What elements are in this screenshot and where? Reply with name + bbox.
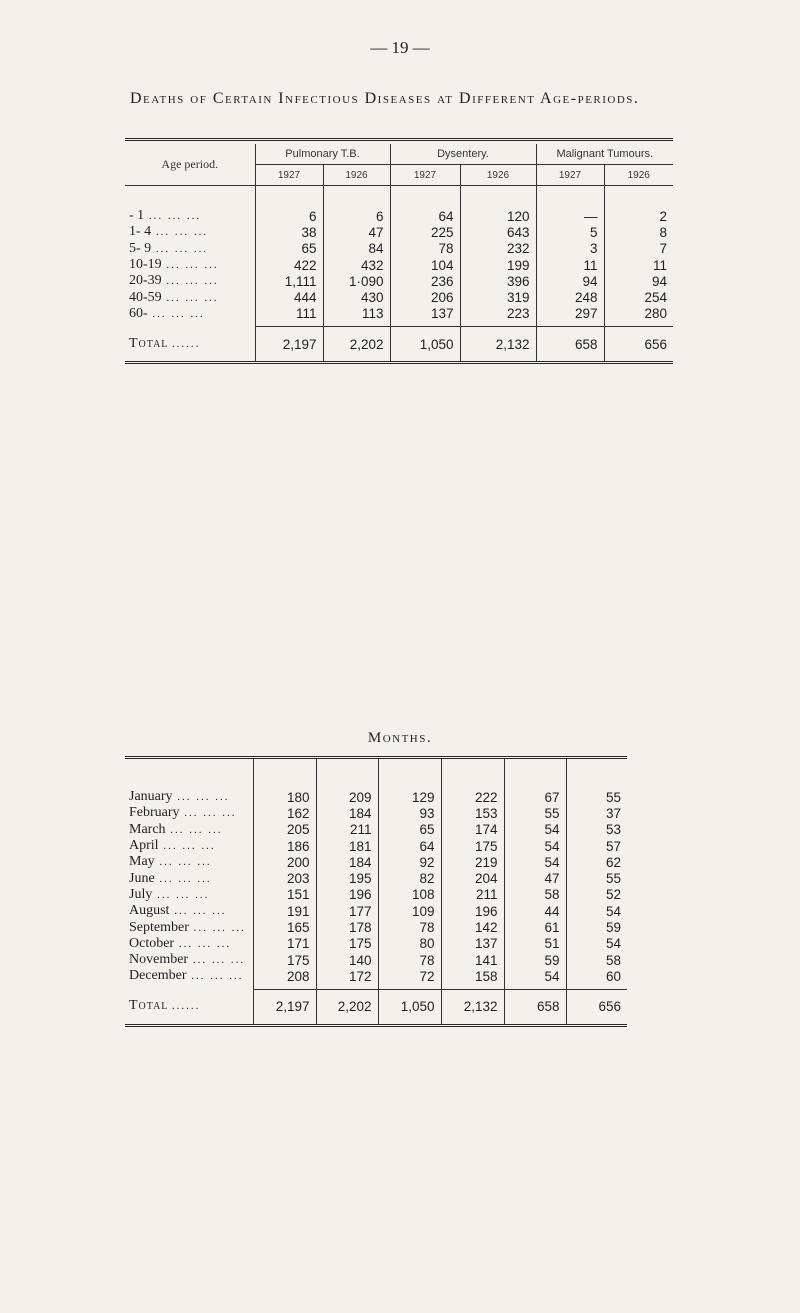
total-cell: 658	[504, 989, 566, 1025]
row-label-cell: July ... ... ...	[129, 886, 210, 902]
table-cell: 181	[316, 838, 378, 854]
table-cell: 200	[253, 854, 316, 870]
table-row	[125, 903, 627, 919]
row-label: July	[129, 886, 153, 902]
table-cell: 203	[253, 870, 316, 886]
table-row	[125, 224, 673, 240]
table-cell: 54	[504, 968, 566, 984]
table-cell: 61	[504, 919, 566, 935]
table-row	[125, 919, 627, 935]
table-row	[125, 854, 627, 870]
table-cell: 54	[566, 903, 627, 919]
table-cell: 47	[504, 870, 566, 886]
row-label: 5- 9	[129, 240, 152, 256]
row-label: August	[129, 903, 170, 919]
age-period-table	[125, 138, 673, 366]
table-cell: 297	[536, 306, 604, 322]
table-cell: 432	[323, 257, 390, 273]
table-cell: 175	[441, 838, 504, 854]
age-period-header: Age period.	[161, 157, 219, 171]
table-cell: 206	[390, 289, 460, 305]
table-cell: 184	[316, 854, 378, 870]
row-label: February	[129, 805, 180, 821]
total-label: Total	[129, 335, 169, 351]
total-cell: 1,050	[378, 989, 441, 1025]
row-label: 20-39	[129, 273, 162, 289]
year-header: 1926	[323, 165, 390, 186]
row-label-cell: October ... ... ...	[129, 935, 232, 951]
table-cell: 47	[323, 224, 390, 240]
total-label: Total	[129, 998, 169, 1014]
table-row	[125, 936, 627, 952]
table-cell: 55	[566, 789, 627, 805]
table-cell: 1,111	[255, 273, 323, 289]
total-cell: 2,132	[460, 327, 536, 363]
row-label-cell: March ... ... ...	[129, 821, 223, 837]
table-cell: 158	[441, 968, 504, 984]
table-cell: 94	[536, 273, 604, 289]
table-cell: 11	[604, 257, 673, 273]
row-label: 60-	[129, 305, 148, 321]
table-cell: 82	[378, 870, 441, 886]
table-cell: 195	[316, 870, 378, 886]
table-cell: 55	[566, 870, 627, 886]
table-row	[125, 952, 627, 968]
year-header: 1927	[255, 165, 323, 186]
row-label-cell: 10-19 ... ... ...	[129, 257, 219, 273]
row-label: October	[129, 935, 175, 951]
table-cell: 177	[316, 903, 378, 919]
table-cell: 55	[504, 805, 566, 821]
table-cell: 104	[390, 257, 460, 273]
year-header: 1927	[536, 165, 604, 186]
table-row	[125, 968, 627, 984]
page-number: — 19 —	[370, 38, 430, 57]
row-label: November	[129, 952, 189, 968]
table-cell: 44	[504, 903, 566, 919]
row-label: - 1	[129, 208, 145, 224]
table-row	[125, 789, 627, 805]
row-label: December	[129, 968, 187, 984]
table-row	[125, 306, 673, 322]
table-cell: 129	[378, 789, 441, 805]
table-cell: 111	[255, 306, 323, 322]
table-cell: 78	[378, 952, 441, 968]
group-header-pulmonary: Pulmonary T.B.	[255, 144, 390, 165]
table-cell: 113	[323, 306, 390, 322]
table-cell: 422	[255, 257, 323, 273]
year-header: 1926	[460, 165, 536, 186]
table-cell: 94	[604, 273, 673, 289]
row-label: 1- 4	[129, 224, 152, 240]
table-cell: 211	[441, 887, 504, 903]
table-cell: 60	[566, 968, 627, 984]
table-cell: 184	[316, 805, 378, 821]
row-label-cell: May ... ... ...	[129, 854, 212, 870]
table-row	[125, 241, 673, 257]
table-row	[125, 273, 673, 289]
table-row	[125, 208, 673, 224]
table-cell: 142	[441, 919, 504, 935]
table-cell: 175	[253, 952, 316, 968]
total-row: Total ...... 2,197 2,202 1,050 2,132 658 656	[125, 327, 673, 363]
table-cell: 211	[316, 822, 378, 838]
table-cell: 171	[253, 936, 316, 952]
table-cell: 11	[536, 257, 604, 273]
row-label: June	[129, 870, 155, 886]
table-cell: 232	[460, 241, 536, 257]
table-cell: 180	[253, 789, 316, 805]
table-cell: 58	[504, 887, 566, 903]
year-header: 1926	[604, 165, 673, 186]
row-label-cell: November ... ... ...	[129, 952, 246, 968]
row-label: 10-19	[129, 257, 162, 273]
table-cell: 108	[378, 887, 441, 903]
total-cell: 658	[536, 327, 604, 363]
table-cell: 3	[536, 241, 604, 257]
table-cell: 223	[460, 306, 536, 322]
table-row	[125, 870, 627, 886]
total-cell: 2,132	[441, 989, 504, 1025]
table-cell: 80	[378, 936, 441, 952]
table-cell: 205	[253, 822, 316, 838]
row-label-cell: June ... ... ...	[129, 870, 212, 886]
table-cell: 137	[441, 936, 504, 952]
table-cell: 120	[460, 208, 536, 224]
table-cell: 62	[566, 854, 627, 870]
table-cell: 64	[378, 838, 441, 854]
table-cell: 643	[460, 224, 536, 240]
table-cell: 6	[255, 208, 323, 224]
table-cell: 93	[378, 805, 441, 821]
table-cell: 54	[566, 936, 627, 952]
table-cell: 5	[536, 224, 604, 240]
table-cell: 52	[566, 887, 627, 903]
total-row: Total ...... 2,197 2,202 1,050 2,132 658 656	[125, 989, 627, 1025]
table-cell: 65	[255, 241, 323, 257]
table-cell: 1·090	[323, 273, 390, 289]
row-label: May	[129, 854, 155, 870]
total-cell: 2,197	[253, 989, 316, 1025]
table-cell: 64	[390, 208, 460, 224]
row-label-cell: 1- 4 ... ... ...	[129, 224, 209, 240]
table-row	[125, 822, 627, 838]
row-label-cell: September ... ... ...	[129, 919, 246, 935]
table-cell: 38	[255, 224, 323, 240]
row-label: 40-59	[129, 289, 162, 305]
table-cell: 137	[390, 306, 460, 322]
table-cell: 67	[504, 789, 566, 805]
group-header-dysentery: Dysentery.	[390, 144, 536, 165]
table-cell: 78	[378, 919, 441, 935]
table-cell: 8	[604, 224, 673, 240]
row-label: September	[129, 919, 189, 935]
row-label: March	[129, 821, 166, 837]
row-label: January	[129, 789, 173, 805]
table-cell: 196	[316, 887, 378, 903]
total-cell: 2,202	[316, 989, 378, 1025]
row-label: April	[129, 838, 159, 854]
total-cell: 656	[566, 989, 627, 1025]
row-label-cell: 60- ... ... ...	[129, 305, 205, 321]
table-cell: 209	[316, 789, 378, 805]
table-cell: 319	[460, 289, 536, 305]
table-cell: 208	[253, 968, 316, 984]
table-row	[125, 289, 673, 305]
table-cell: 186	[253, 838, 316, 854]
table-cell: 54	[504, 838, 566, 854]
table-cell: 199	[460, 257, 536, 273]
row-label-cell: January ... ... ...	[129, 789, 230, 805]
table-cell: 84	[323, 241, 390, 257]
table-cell: 6	[323, 208, 390, 224]
table-row	[125, 805, 627, 821]
group-header-malignant: Malignant Tumours.	[536, 144, 673, 165]
table-cell: 51	[504, 936, 566, 952]
months-title: Months.	[367, 730, 433, 746]
table-cell: 444	[255, 289, 323, 305]
table-cell: 178	[316, 919, 378, 935]
table-cell: 53	[566, 822, 627, 838]
total-cell: 2,202	[323, 327, 390, 363]
row-label-cell: - 1 ... ... ...	[129, 208, 202, 224]
row-label-cell: 20-39 ... ... ...	[129, 273, 219, 289]
table-cell: 222	[441, 789, 504, 805]
total-cell: 2,197	[255, 327, 323, 363]
table-cell: 196	[441, 903, 504, 919]
row-label-cell: August ... ... ...	[129, 903, 227, 919]
table-cell: 72	[378, 968, 441, 984]
table-cell: 153	[441, 805, 504, 821]
table-cell: 58	[566, 952, 627, 968]
row-label-cell: 5- 9 ... ... ...	[129, 240, 209, 256]
table-cell: 162	[253, 805, 316, 821]
table-cell: 109	[378, 903, 441, 919]
table-cell: 151	[253, 887, 316, 903]
table-cell: 2	[604, 208, 673, 224]
table-cell: 92	[378, 854, 441, 870]
row-label-cell: February ... ... ...	[129, 805, 237, 821]
table-cell: 59	[566, 919, 627, 935]
table-row	[125, 257, 673, 273]
total-cell: 656	[604, 327, 673, 363]
table-cell: 254	[604, 289, 673, 305]
row-label-cell: April ... ... ...	[129, 838, 216, 854]
table-cell: 280	[604, 306, 673, 322]
table-cell: 172	[316, 968, 378, 984]
row-label-cell: 40-59 ... ... ...	[129, 289, 219, 305]
table-cell: 236	[390, 273, 460, 289]
table-cell: 140	[316, 952, 378, 968]
table-cell: 165	[253, 919, 316, 935]
table-cell: 7	[604, 241, 673, 257]
table-cell: 396	[460, 273, 536, 289]
table-cell: —	[536, 208, 604, 224]
table-cell: 175	[316, 936, 378, 952]
table-cell: 65	[378, 822, 441, 838]
table-cell: 204	[441, 870, 504, 886]
table-row	[125, 887, 627, 903]
table-cell: 59	[504, 952, 566, 968]
table-cell: 78	[390, 241, 460, 257]
table-cell: 219	[441, 854, 504, 870]
table-cell: 174	[441, 822, 504, 838]
row-label-cell: December ... ... ...	[129, 968, 244, 984]
page-title: Deaths of Certain Infectious Diseases at Different Age-periods.	[130, 90, 640, 107]
months-table	[125, 756, 627, 1029]
table-cell: 54	[504, 822, 566, 838]
table-row	[125, 838, 627, 854]
total-cell: 1,050	[390, 327, 460, 363]
table-cell: 225	[390, 224, 460, 240]
table-cell: 191	[253, 903, 316, 919]
table-cell: 54	[504, 854, 566, 870]
table-cell: 57	[566, 838, 627, 854]
year-header: 1927	[390, 165, 460, 186]
table-cell: 141	[441, 952, 504, 968]
table-cell: 430	[323, 289, 390, 305]
table-cell: 37	[566, 805, 627, 821]
table-cell: 248	[536, 289, 604, 305]
